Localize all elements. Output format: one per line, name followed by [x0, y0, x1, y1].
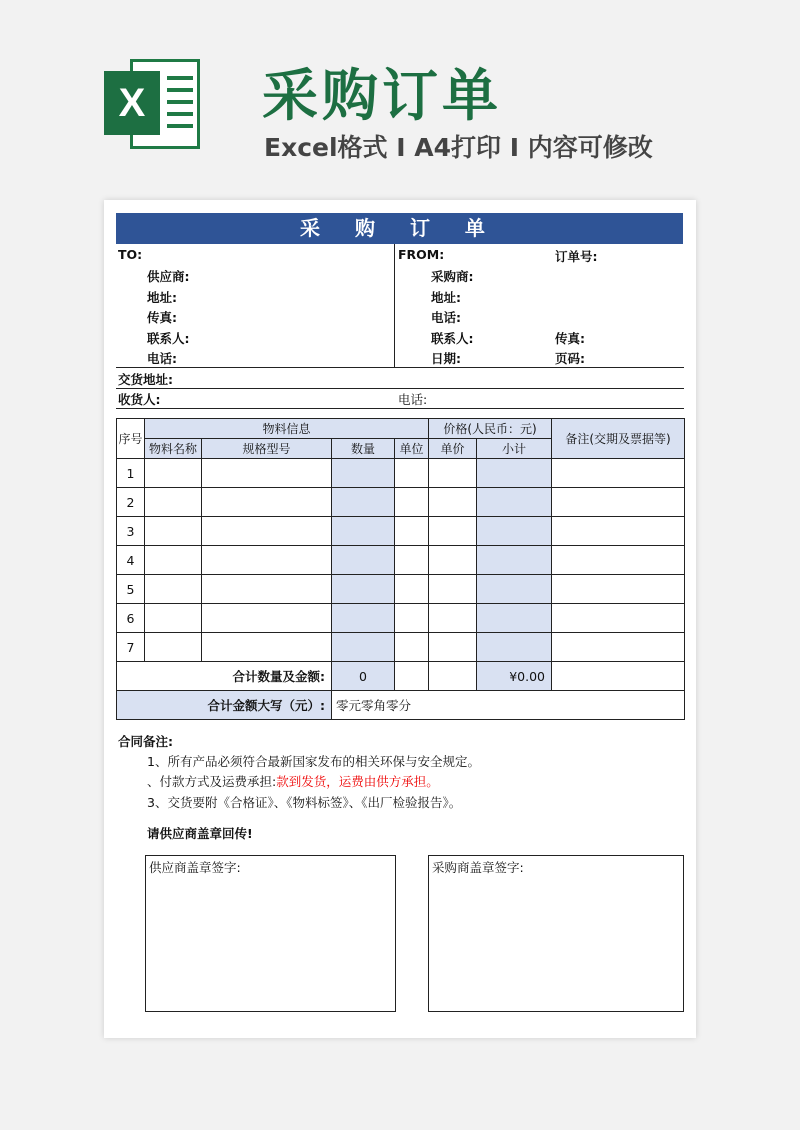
buyer-signature-box[interactable] [428, 855, 684, 1012]
words-value: 零元零角零分 [332, 691, 685, 720]
note-line-2-highlight: 款到发货，运费由供方承担。 [276, 774, 439, 789]
table-row [117, 459, 685, 488]
to-label: TO: [118, 247, 143, 262]
table-row [117, 488, 685, 517]
page-label: 页码: [555, 351, 585, 366]
remark-cell[interactable] [552, 459, 685, 488]
from-contact-label: 联系人: [431, 331, 474, 346]
subtotal-cell[interactable] [477, 517, 552, 546]
to-phone-label: 电话: [147, 351, 177, 366]
spec-cell[interactable] [202, 546, 332, 575]
remark-header: 备注(交期及票据等) [552, 419, 685, 459]
delivery-address-label: 交货地址: [118, 372, 173, 387]
total-label: 合计数量及金额: [117, 662, 332, 691]
note-line-3: 3、交货要附《合格证》、《物料标签》、《出厂检验报告》。 [147, 795, 462, 810]
unit-cell[interactable] [395, 488, 429, 517]
words-label: 合计金额大写（元）: [117, 691, 332, 720]
unit-cell[interactable] [395, 604, 429, 633]
unit-cell[interactable] [395, 459, 429, 488]
total-amount: ¥0.00 [477, 662, 552, 691]
row-number: 1 [117, 459, 145, 488]
qty-cell[interactable] [332, 546, 395, 575]
qty-cell[interactable] [332, 604, 395, 633]
qty-cell[interactable] [332, 488, 395, 517]
col-no-header: 序号 [117, 419, 145, 459]
subtotal-cell[interactable] [477, 546, 552, 575]
name-header: 物料名称 [145, 439, 202, 459]
unit-cell[interactable] [395, 546, 429, 575]
from-date-label: 日期: [431, 351, 461, 366]
banner-subtitle: Excel格式 I A4打印 I 内容可修改 [264, 133, 653, 162]
note-line-2 [147, 772, 439, 790]
note-line-1: 1、所有产品必须符合最新国家发布的相关环保与安全规定。 [147, 754, 480, 769]
table-row [117, 517, 685, 546]
excel-icon [104, 55, 204, 155]
subtotal-cell[interactable] [477, 575, 552, 604]
unit-cell[interactable] [395, 633, 429, 662]
items-table [116, 418, 685, 720]
order-form [104, 200, 696, 1038]
price-cell[interactable] [429, 459, 477, 488]
name-cell[interactable] [145, 546, 202, 575]
spec-cell[interactable] [202, 459, 332, 488]
from-fax-label: 传真: [555, 331, 585, 346]
excel-badge: X [104, 71, 160, 135]
from-buyer-label: 采购商: [431, 269, 474, 284]
row-number: 6 [117, 604, 145, 633]
return-note: 请供应商盖章回传! [147, 826, 253, 841]
subtotal-header: 小计 [477, 439, 552, 459]
row-number: 7 [117, 633, 145, 662]
spec-cell[interactable] [202, 488, 332, 517]
spec-cell[interactable] [202, 517, 332, 546]
from-label: FROM: [398, 247, 445, 262]
unit-cell[interactable] [395, 517, 429, 546]
name-cell[interactable] [145, 575, 202, 604]
order-no-label: 订单号: [555, 249, 598, 264]
remark-cell[interactable] [552, 575, 685, 604]
spec-cell[interactable] [202, 604, 332, 633]
spec-header: 规格型号 [202, 439, 332, 459]
notes-title: 合同备注: [118, 734, 173, 749]
total-row [117, 662, 685, 691]
to-address-label: 地址: [147, 290, 177, 305]
price-group-header: 价格(人民币：元) [429, 419, 552, 439]
amount-in-words-row [117, 691, 685, 720]
price-cell[interactable] [429, 604, 477, 633]
receiver-phone-label: 电话: [398, 392, 428, 407]
spec-cell[interactable] [202, 575, 332, 604]
name-cell[interactable] [145, 459, 202, 488]
row-number: 5 [117, 575, 145, 604]
supplier-signature-box[interactable] [145, 855, 396, 1012]
name-cell[interactable] [145, 604, 202, 633]
name-cell[interactable] [145, 633, 202, 662]
spec-cell[interactable] [202, 633, 332, 662]
subtotal-cell[interactable] [477, 459, 552, 488]
price-header: 单价 [429, 439, 477, 459]
total-qty: 0 [332, 662, 395, 691]
qty-cell[interactable] [332, 575, 395, 604]
price-cell[interactable] [429, 517, 477, 546]
to-fax-label: 传真: [147, 310, 177, 325]
form-header: 采 购 订 单 [116, 213, 683, 244]
material-group-header: 物料信息 [145, 419, 429, 439]
supplier-signature-label: 供应商盖章签字: [149, 860, 241, 875]
remark-cell[interactable] [552, 633, 685, 662]
note-line-2-prefix: 、付款方式及运费承担: [147, 774, 277, 789]
qty-cell[interactable] [332, 517, 395, 546]
unit-cell[interactable] [395, 575, 429, 604]
from-phone-label: 电话: [431, 310, 461, 325]
subtotal-cell[interactable] [477, 604, 552, 633]
buyer-signature-label: 采购商盖章签字: [432, 860, 524, 875]
row-number: 4 [117, 546, 145, 575]
remark-cell[interactable] [552, 546, 685, 575]
subtotal-cell[interactable] [477, 633, 552, 662]
receiver-label: 收货人: [118, 392, 161, 407]
table-row [117, 575, 685, 604]
price-cell[interactable] [429, 633, 477, 662]
row-number: 3 [117, 517, 145, 546]
name-cell[interactable] [145, 517, 202, 546]
price-cell[interactable] [429, 575, 477, 604]
from-address-label: 地址: [431, 290, 461, 305]
price-cell[interactable] [429, 546, 477, 575]
remark-cell[interactable] [552, 488, 685, 517]
to-supplier-label: 供应商: [147, 269, 190, 284]
table-row [117, 633, 685, 662]
qty-header: 数量 [332, 439, 395, 459]
table-row [117, 604, 685, 633]
row-number: 2 [117, 488, 145, 517]
unit-header: 单位 [395, 439, 429, 459]
to-contact-label: 联系人: [147, 331, 190, 346]
table-row [117, 546, 685, 575]
remark-cell[interactable] [552, 517, 685, 546]
qty-cell[interactable] [332, 633, 395, 662]
subtotal-cell[interactable] [477, 488, 552, 517]
name-cell[interactable] [145, 488, 202, 517]
price-cell[interactable] [429, 488, 477, 517]
qty-cell[interactable] [332, 459, 395, 488]
banner-title: 采购订单 [262, 64, 502, 129]
remark-cell[interactable] [552, 604, 685, 633]
